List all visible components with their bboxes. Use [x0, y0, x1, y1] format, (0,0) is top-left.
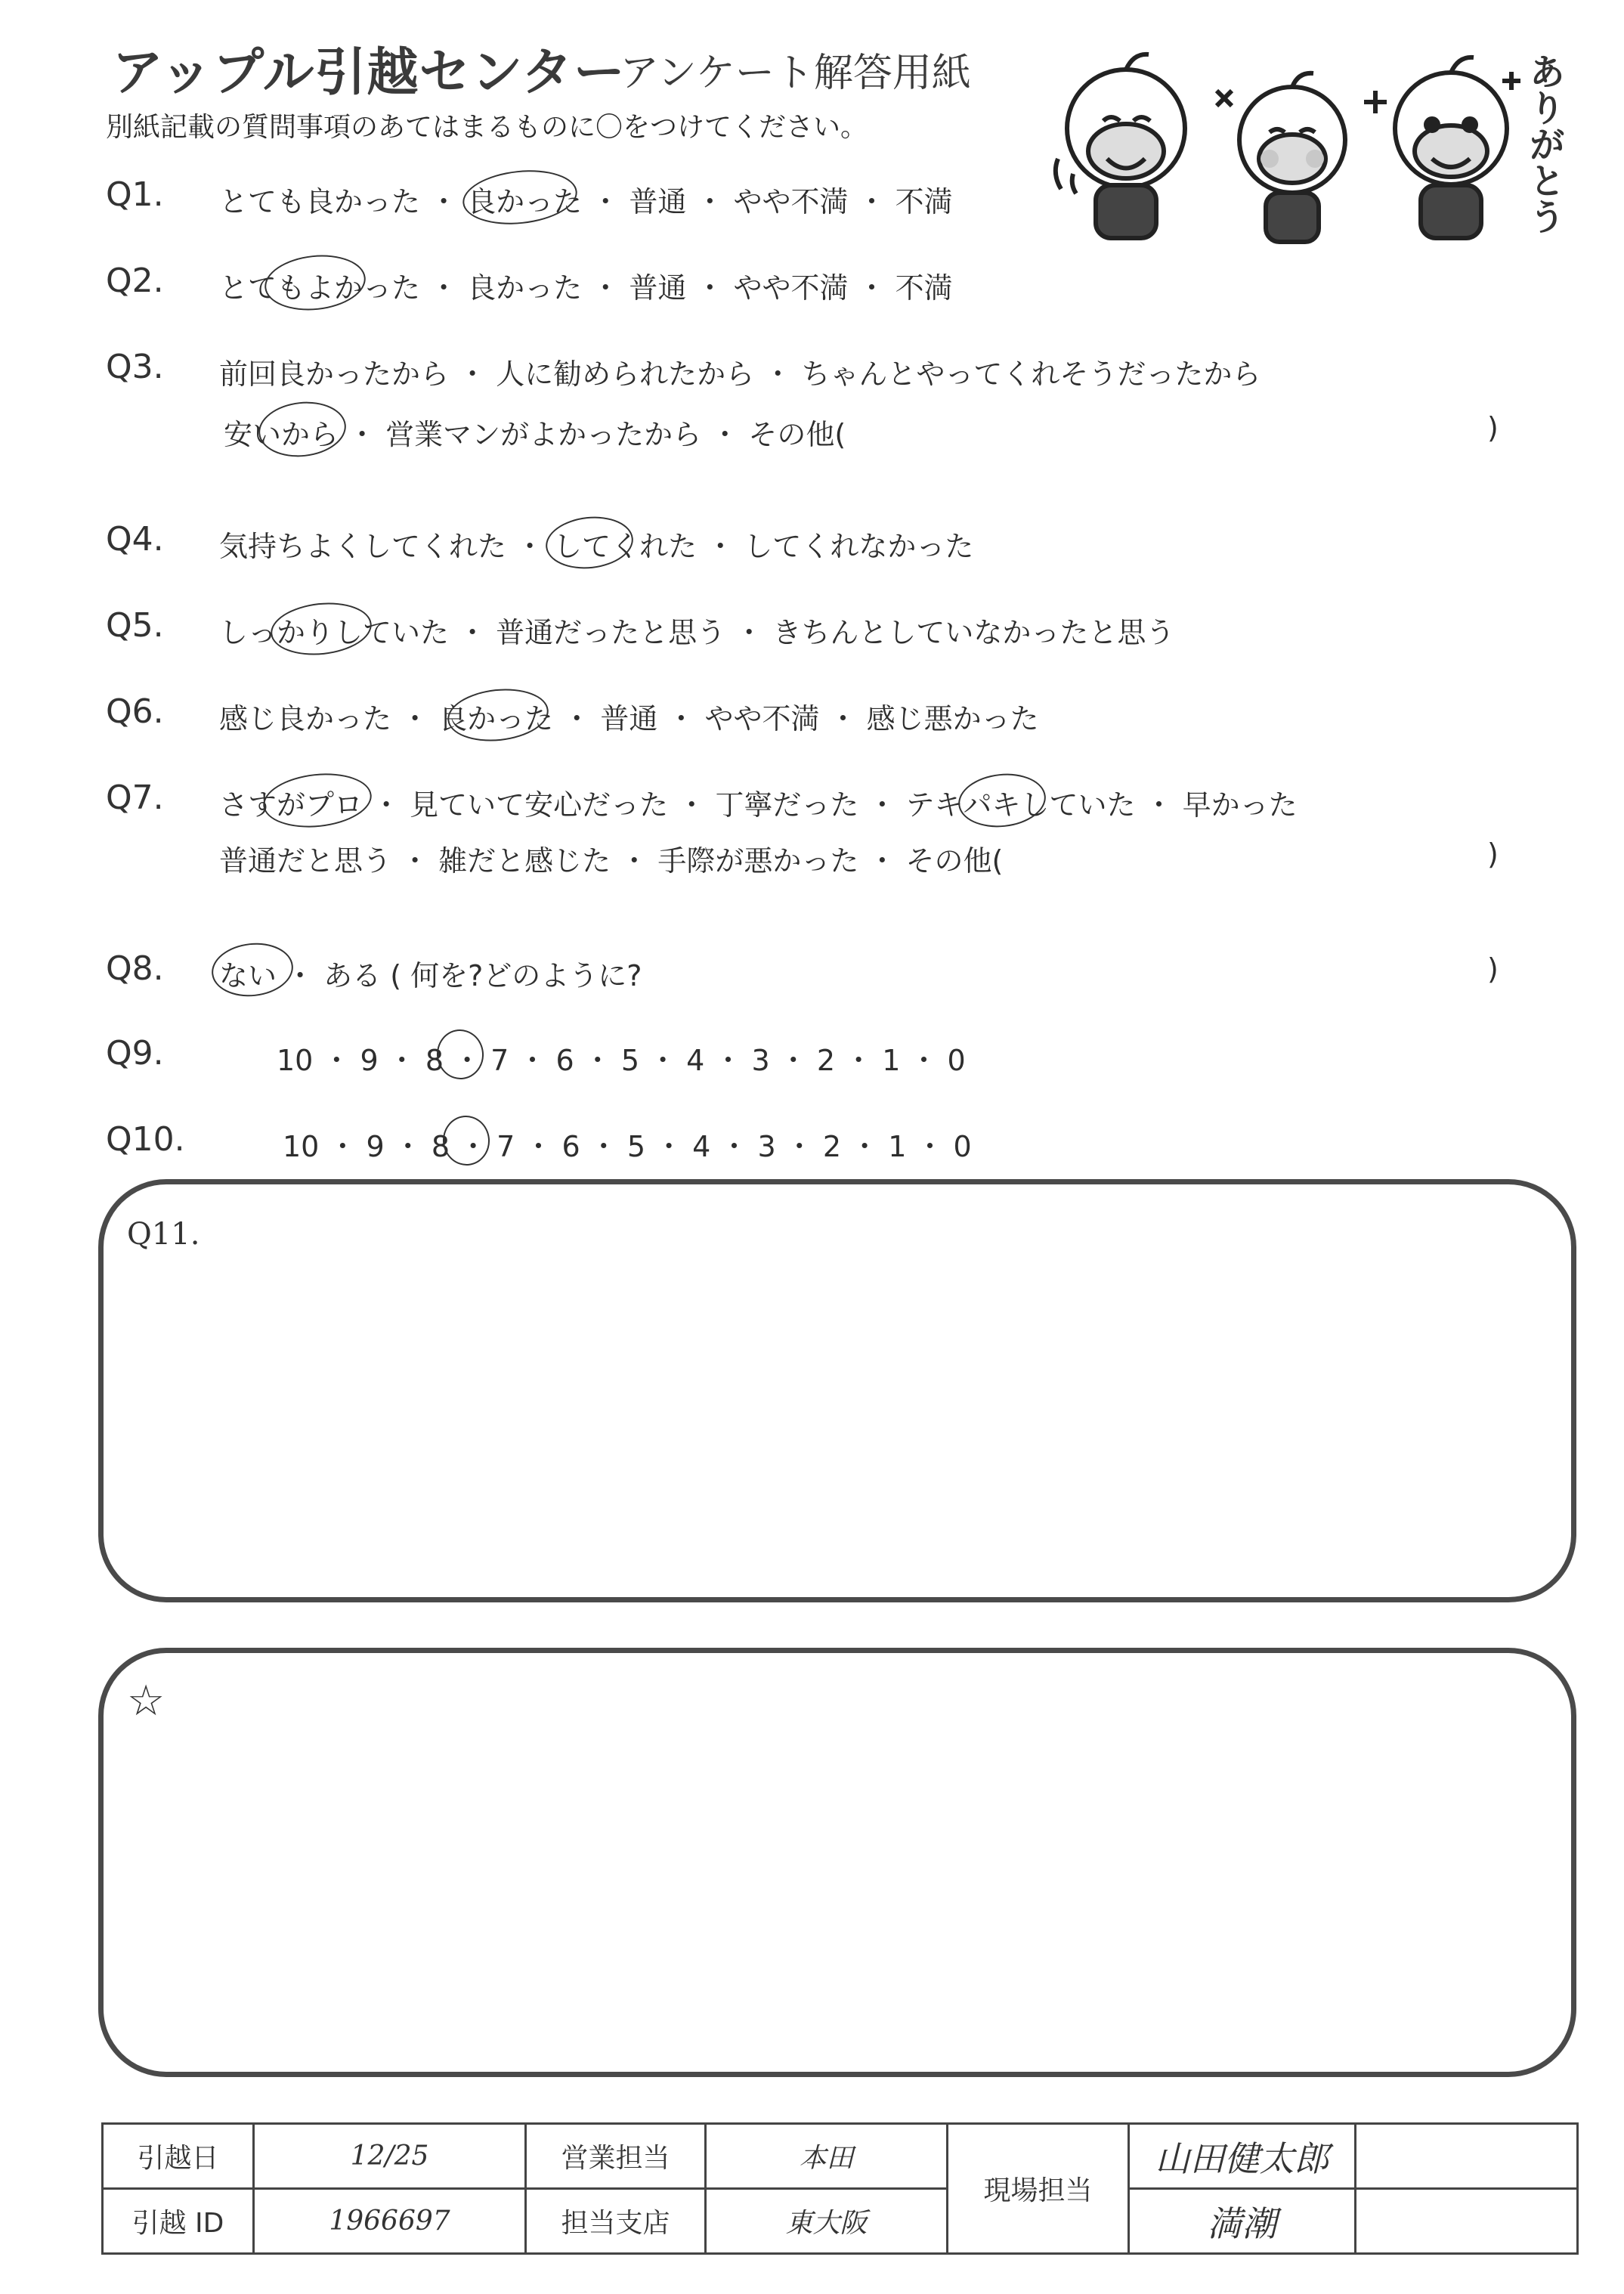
site-staff-value-1: 山田健太郎: [1129, 2124, 1356, 2189]
q2-label: Q2.: [106, 262, 164, 300]
move-id-label: 引越 ID: [103, 2189, 254, 2254]
q8-close-paren: ): [1487, 952, 1499, 986]
move-date-label: 引越日: [103, 2124, 254, 2189]
q11-comment-box[interactable]: [98, 1179, 1576, 1602]
sales-rep-label: 営業担当: [526, 2124, 706, 2189]
q8-options: ない ・ ある ( 何を?どのように?: [219, 959, 642, 992]
q7-label: Q7.: [106, 779, 164, 817]
mascot-caption: ありがとう: [1523, 53, 1565, 234]
q8-label: Q8.: [106, 949, 164, 988]
star-comment-box[interactable]: [98, 1648, 1576, 2077]
q3-label: Q3.: [106, 348, 164, 386]
q10-label: Q10.: [106, 1120, 185, 1159]
q6-options: 感じ良かった ・ 良かった ・ 普通 ・ やや不満 ・ 感じ悪かった: [219, 702, 1039, 735]
q3-close-paren: ): [1487, 411, 1499, 444]
q7-close-paren: ): [1487, 837, 1499, 871]
instruction-text: 別紙記載の質問事項のあてはまるものに〇をつけてください。: [106, 112, 868, 143]
q5-label: Q5.: [106, 606, 164, 645]
q10-scale: 10 ・ 9 ・ 8 ・ 7 ・ 6 ・ 5 ・ 4 ・ 3 ・ 2 ・ 1 ・ 0: [283, 1130, 972, 1163]
sales-rep-value: 本田: [706, 2124, 948, 2189]
star-label: ☆: [127, 1676, 165, 1726]
form-title: アンケート解答用紙: [620, 51, 971, 96]
mascot-right: [1364, 57, 1520, 238]
company-title: アップル引越センター: [112, 43, 626, 103]
branch-value: 東大阪: [706, 2189, 948, 2254]
q6-label: Q6.: [106, 692, 164, 731]
site-staff-value-2: 満潮: [1129, 2189, 1356, 2254]
blank-cell-bottom: [1356, 2189, 1578, 2254]
q7-options-line2: 普通だと思う ・ 雑だと感じた ・ 手際が悪かった ・ その他(: [219, 844, 1004, 878]
q1-options: とても良かった ・ 良かった ・ 普通 ・ やや不満 ・ 不満: [219, 185, 953, 218]
q3-options-line1: 前回良かったから ・ 人に勧められたから ・ ちゃんとやってくれそうだったから: [219, 358, 1261, 391]
q11-label: Q11.: [127, 1217, 200, 1252]
q3-options-line2: 安いから ・ 営業マンがよかったから ・ その他(: [224, 418, 846, 451]
mascot-left: [1056, 54, 1185, 238]
q4-label: Q4.: [106, 520, 164, 559]
blank-cell-top: [1356, 2124, 1578, 2189]
q7-options-line1: さすがプロ ・ 見ていて安心だった ・ 丁寧だった ・ テキパキしていた ・ 早かった: [219, 788, 1298, 822]
mascot-middle: [1217, 73, 1345, 242]
q1-label: Q1.: [106, 175, 164, 214]
q5-options: しっかりしていた ・ 普通だったと思う ・ きちんとしていなかったと思う: [219, 616, 1175, 649]
site-staff-label: 現場担当: [948, 2124, 1129, 2254]
footer-info-table: [101, 2122, 1579, 2255]
move-date-value: 12/25: [254, 2124, 526, 2189]
q9-label: Q9.: [106, 1034, 164, 1073]
mascot-illustration: [1043, 45, 1587, 249]
q9-scale: 10 ・ 9 ・ 8 ・ 7 ・ 6 ・ 5 ・ 4 ・ 3 ・ 2 ・ 1 ・ 0: [277, 1044, 966, 1077]
move-id-value: 1966697: [254, 2189, 526, 2254]
q2-options: とてもよかった ・ 良かった ・ 普通 ・ やや不満 ・ 不満: [219, 271, 953, 305]
q4-options: 気持ちよくしてくれた ・ してくれた ・ してくれなかった: [219, 530, 974, 563]
branch-label: 担当支店: [526, 2189, 706, 2254]
